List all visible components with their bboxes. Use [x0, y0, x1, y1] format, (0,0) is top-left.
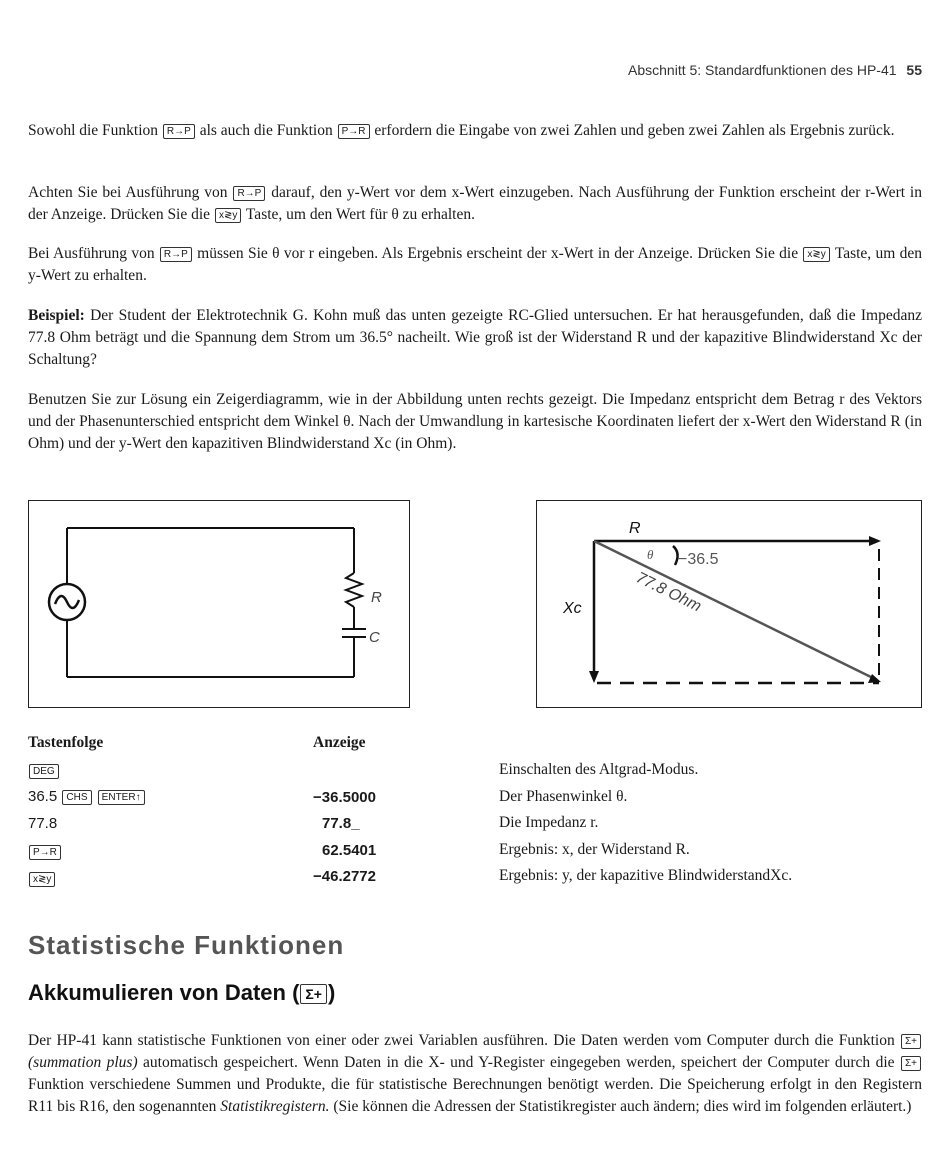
paragraph-example [28, 305, 922, 371]
text: erfordern die Eingabe von zwei Zahlen und geben zwei Zahlen als Ergebnis zurück. [370, 122, 895, 139]
circuit-diagram [28, 500, 410, 708]
key-deg: DEG [29, 764, 59, 779]
row-display: 62.5401 [322, 842, 377, 859]
capacitor-label: C [369, 629, 380, 646]
row-display: 77.8_ [322, 815, 360, 832]
text: Statistikregistern. [220, 1098, 330, 1115]
row-prefix: 36.5 [28, 788, 58, 805]
key-sigma-plus: Σ+ [901, 1056, 921, 1071]
page-header [628, 62, 922, 78]
paragraph-2 [28, 182, 922, 226]
text: Funktion verschiedene Summen und Produkte, die für statistische Berechnungen benötigt werden. Die Speicherung erfolgt in den Registern R11 bis R16, den sogenannten [28, 1076, 922, 1115]
phasor-label-xc: Xc [563, 600, 582, 617]
text: (summation plus) [28, 1054, 138, 1071]
key-p-to-r: P→R [29, 845, 61, 860]
text: darauf, den y-Wert vor dem x-Wert einzugeben. Nach Ausführung der Funktion erscheint der r-Wert in der Anzeige. Drücken Sie die [28, 184, 922, 223]
key-sigma-plus: Σ+ [300, 984, 327, 1004]
phasor-angle: −36.5 [678, 551, 719, 568]
text: (Sie können die Adressen der Statistikregister auch ändern; dies wird im folgenden erläutert.) [329, 1098, 912, 1115]
table-header-keys: Tastenfolge [28, 734, 104, 751]
paragraph-3 [28, 243, 922, 287]
row-prefix: 77.8 [28, 815, 58, 832]
page-number: 55 [906, 62, 922, 78]
phasor-label-r: R [629, 520, 641, 537]
table-row [28, 870, 56, 888]
text: Sowohl die Funktion [28, 122, 162, 139]
paragraph-1 [28, 120, 922, 142]
circuit-svg [29, 501, 409, 707]
phasor-svg [537, 501, 921, 707]
example-label: Beispiel: [28, 307, 85, 324]
subsection-text: Akkumulieren von Daten ( [28, 980, 300, 1005]
text: Benutzen Sie zur Lösung ein Zeigerdiagramm, wie in der Abbildung unten rechts gezeigt. Die Impedanz entspricht dem Betrag r des Vektors und der Phasenunterschied entspricht dem Winkel θ. Nach der Umwandlung in kartesische Koordinaten liefert der x-Wert den Widerstand R (in Ohm) und der y-Wert den kapazitiven Blindwiderstand Xc (in Ohm). [28, 391, 922, 452]
key-x-exchange-y: x≷y [803, 247, 829, 262]
resistor-label: R [371, 589, 382, 606]
text: Bei Ausführung von [28, 245, 159, 262]
key-sigma-plus: Σ+ [901, 1034, 921, 1049]
row-desc: Der Phasenwinkel θ. [499, 788, 628, 805]
key-r-to-p: R→P [160, 247, 192, 262]
table-header-display: Anzeige [313, 734, 366, 751]
key-r-to-p: R→P [233, 186, 265, 201]
table-row [28, 843, 62, 861]
row-display: −36.5000 [313, 789, 376, 806]
row-desc: Die Impedanz r. [499, 814, 599, 831]
row-desc: Ergebnis: y, der kapazitive BlindwiderstandXc. [499, 867, 793, 884]
paragraph-statistics [28, 1030, 922, 1118]
text: als auch die Funktion [195, 122, 337, 139]
text: müssen Sie θ vor r eingeben. Als Ergebnis erscheint der x-Wert in der Anzeige. Drücken Sie die [192, 245, 803, 262]
key-r-to-p: R→P [163, 124, 195, 139]
row-desc: Einschalten des Altgrad-Modus. [499, 761, 699, 778]
chapter-title: Abschnitt 5: Standardfunktionen des HP-41 [628, 62, 897, 78]
key-p-to-r: P→R [338, 124, 370, 139]
text: Der Student der Elektrotechnik G. Kohn muß das unten gezeigte RC-Glied untersuchen. Er hat herausgefunden, daß die Impedanz 77.8 Ohm beträgt und die Spannung dem Strom um 36.5° nacheilt. Wie groß ist der Widerstand R und der kapazitive Blindwiderstand Xc der Schaltung? [28, 307, 922, 368]
text: Taste, um den y-Wert zu erhalten. [28, 245, 922, 284]
key-x-exchange-y: x≷y [29, 872, 55, 887]
key-enter: ENTER↑ [98, 790, 145, 805]
row-desc: Ergebnis: x, der Widerstand R. [499, 841, 690, 858]
section-title: Statistische Funktionen [28, 930, 345, 960]
row-display: −46.2772 [313, 868, 376, 885]
paragraph-5 [28, 389, 922, 455]
subsection-title [28, 980, 335, 1006]
text: automatisch gespeichert. Wenn Daten in die X- und Y-Register eingegeben werden, speichert der Computer durch die [137, 1054, 900, 1071]
text: Taste, um den Wert für θ zu erhalten. [242, 206, 475, 223]
table-row [28, 788, 146, 805]
text: Der HP-41 kann statistische Funktionen von einer oder zwei Variablen ausführen. Die Daten werden vom Computer durch die Funktion [28, 1032, 900, 1049]
phasor-theta: θ [647, 547, 654, 562]
subsection-end: ) [327, 980, 336, 1005]
key-x-exchange-y: x≷y [215, 208, 241, 223]
text: Achten Sie bei Ausführung von [28, 184, 233, 201]
phasor-diagram [536, 500, 922, 708]
table-row [28, 762, 60, 780]
key-chs: CHS [62, 790, 91, 805]
phasor-impedance: 77.8 Ohm [633, 569, 704, 616]
